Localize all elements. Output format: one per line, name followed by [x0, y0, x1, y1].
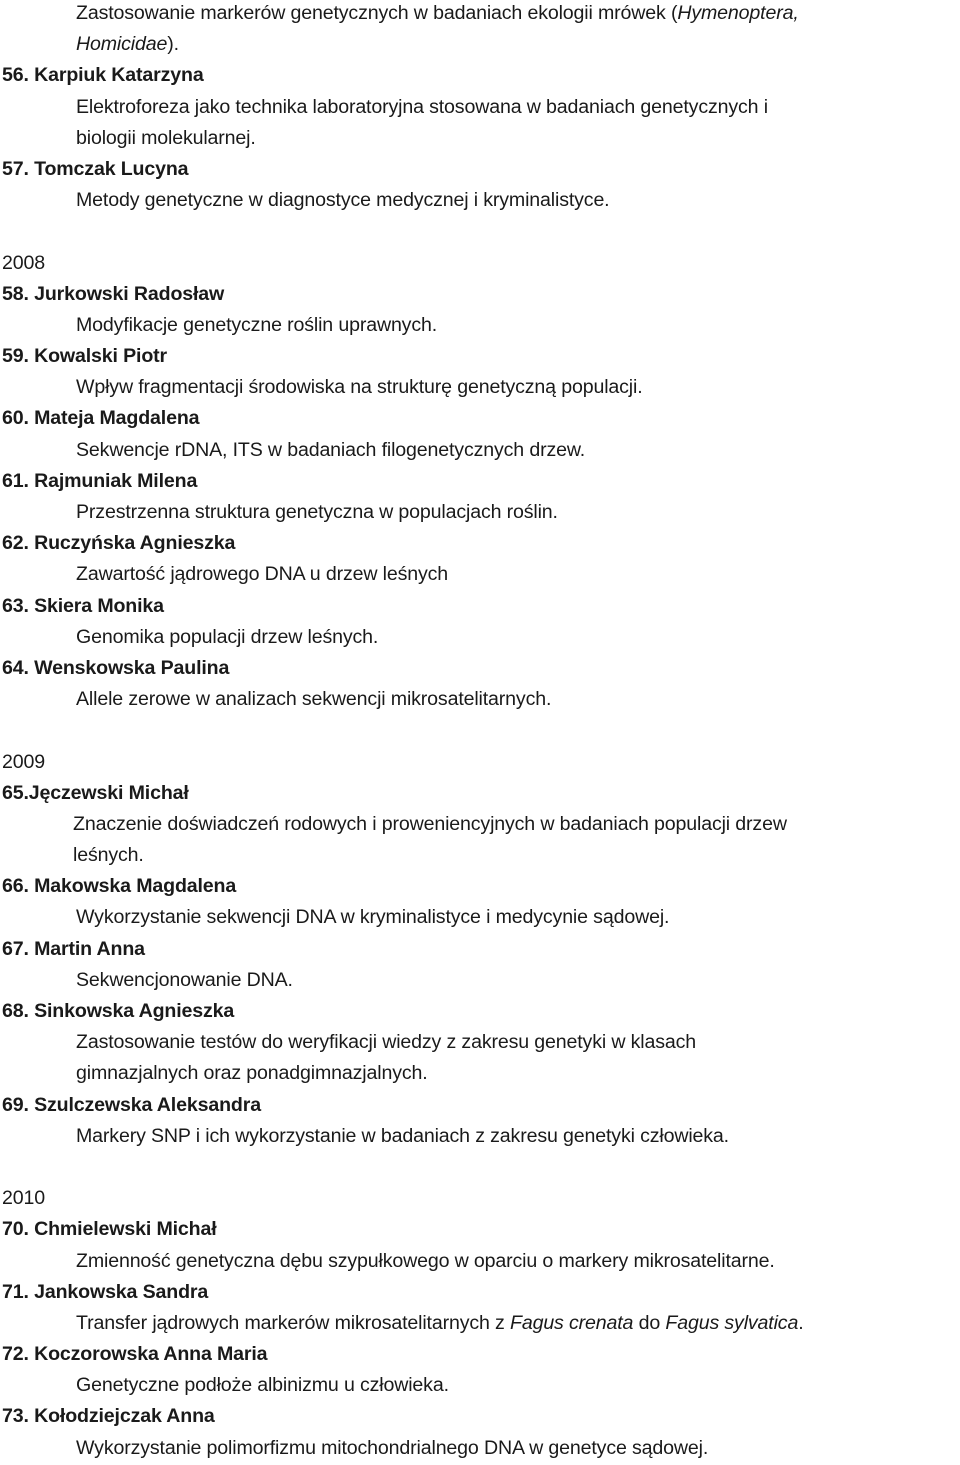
entry-title: Genomika populacji drzew leśnych.	[76, 625, 379, 648]
entry-number: 64.	[2, 656, 29, 679]
entry-author	[0, 341, 960, 372]
author-name: Ruczyńska Agnieszka	[34, 532, 236, 555]
year-heading-2010: 2010	[2, 1187, 45, 1210]
continued-title-text: ).	[167, 33, 179, 56]
entry-number: 57.	[2, 157, 29, 180]
author-name: Rajmuniak Milena	[34, 469, 198, 492]
title-text: Transfer jądrowych markerów mikrosatelitarnych z	[76, 1311, 510, 1334]
entry-number: 62.	[2, 532, 29, 555]
entry-author	[0, 996, 960, 1027]
author-name: Chmielewski Michał	[34, 1218, 217, 1241]
entry-number: 67.	[2, 937, 29, 960]
entry-title: biologii molekularnej.	[76, 126, 256, 149]
entry-author	[0, 466, 960, 497]
author-name: Martin Anna	[34, 937, 145, 960]
entry-number: 66.	[2, 875, 29, 898]
entry-title: Sekwencjonowanie DNA.	[76, 968, 293, 991]
species-name: Fagus crenata	[510, 1311, 634, 1334]
entry-number: 58.	[2, 282, 29, 305]
entry-author	[0, 871, 960, 902]
entry-title: Genetyczne podłoże albinizmu u człowieka.	[76, 1374, 449, 1397]
entry-number: 73.	[2, 1405, 29, 1428]
entry-author	[0, 279, 960, 310]
entry-author	[0, 934, 960, 965]
entry-number: 69.	[2, 1093, 29, 1116]
author-name: Koczorowska Anna Maria	[34, 1343, 268, 1366]
author-name: Sinkowska Agnieszka	[34, 1000, 235, 1022]
entry-number: 71.	[2, 1280, 29, 1303]
entry-author	[0, 60, 960, 91]
title-text: .	[798, 1311, 804, 1334]
author-name: Jurkowski Radosław	[34, 282, 225, 305]
entry-title: Znaczenie doświadczeń rodowych i proweniencyjnych w badaniach populacji drzew	[73, 812, 787, 835]
entry-author	[0, 1214, 960, 1245]
entry-number: 61.	[2, 469, 29, 492]
entry-author	[0, 778, 960, 809]
entry-author	[0, 528, 960, 559]
author-name: Makowska Magdalena	[34, 875, 237, 898]
entry-author	[0, 1339, 960, 1370]
entry-title: gimnazjalnych oraz ponadgimnazjalnych.	[76, 1062, 428, 1085]
entry-number: 63.	[2, 594, 29, 617]
section-spacer	[0, 216, 960, 247]
entry-author	[0, 653, 960, 684]
entry-number: 72.	[2, 1343, 29, 1366]
entry-number: 59.	[2, 345, 29, 368]
entry-title	[0, 1308, 960, 1339]
continued-title-italic: Hymenoptera,	[677, 2, 799, 24]
author-name: Mateja Magdalena	[34, 407, 200, 430]
entry-title: Wykorzystanie sekwencji DNA w kryminalistyce i medycynie sądowej.	[76, 906, 670, 929]
entry-title: Modyfikacje genetyczne roślin uprawnych.	[76, 313, 438, 336]
entry-author	[0, 403, 960, 434]
author-name: Karpiuk Katarzyna	[34, 64, 204, 87]
entry-number: 70.	[2, 1218, 29, 1241]
year-heading-2009: 2009	[2, 750, 45, 773]
author-name: Tomczak Lucyna	[34, 157, 189, 180]
section-spacer	[0, 1152, 960, 1183]
continued-title-text: Zastosowanie markerów genetycznych w badaniach ekologii mrówek (	[76, 2, 678, 24]
author-name: Jęczewski Michał	[28, 781, 189, 804]
entry-number: 65.	[2, 781, 29, 804]
entry-title: leśnych.	[73, 844, 144, 867]
author-name: Kowalski Piotr	[34, 345, 168, 368]
author-name: Kołodziejczak Anna	[34, 1405, 215, 1428]
entry-author	[0, 1090, 960, 1121]
author-name: Szulczewska Aleksandra	[34, 1093, 261, 1116]
entry-title: Zmienność genetyczna dębu szypułkowego w oparciu o markery mikrosatelitarne.	[76, 1249, 775, 1272]
entry-author	[0, 154, 960, 185]
entry-author	[0, 1401, 960, 1432]
year-heading-2008: 2008	[2, 251, 45, 274]
section-spacer	[0, 715, 960, 746]
entry-title: Elektroforeza jako technika laboratoryjna stosowana w badaniach genetycznych i	[76, 95, 768, 118]
entry-title: Zawartość jądrowego DNA u drzew leśnych	[76, 563, 449, 586]
author-name: Skiera Monika	[34, 594, 164, 617]
entry-author	[0, 591, 960, 622]
entry-title: Zastosowanie testów do weryfikacji wiedzy z zakresu genetyki w klasach	[76, 1031, 697, 1054]
author-name: Wenskowska Paulina	[34, 656, 230, 679]
entry-title: Allele zerowe w analizach sekwencji mikrosatelitarnych.	[76, 688, 552, 711]
entry-number: 56.	[2, 64, 29, 87]
continued-title-italic: Homicidae	[76, 33, 168, 56]
entry-title: Sekwencje rDNA, ITS w badaniach filogenetycznych drzew.	[76, 438, 586, 461]
title-text: do	[633, 1311, 666, 1334]
continued-title-line-2	[0, 29, 960, 60]
entry-title: Przestrzenna struktura genetyczna w populacjach roślin.	[76, 501, 558, 523]
entry-title: Markery SNP i ich wykorzystanie w badaniach z zakresu genetyki człowieka.	[76, 1124, 729, 1147]
entry-number: 60.	[2, 407, 29, 430]
continued-title-line-1	[0, 0, 960, 29]
entry-number: 68.	[2, 1000, 29, 1022]
entry-title: Wykorzystanie polimorfizmu mitochondrialnego DNA w genetyce sądowej.	[76, 1436, 709, 1459]
species-name: Fagus sylvatica	[665, 1311, 799, 1334]
entry-title: Wpływ fragmentacji środowiska na strukturę genetyczną populacji.	[76, 376, 643, 399]
entry-author	[0, 1277, 960, 1308]
author-name: Jankowska Sandra	[34, 1280, 209, 1303]
entry-title: Metody genetyczne w diagnostyce medycznej i kryminalistyce.	[76, 189, 610, 212]
